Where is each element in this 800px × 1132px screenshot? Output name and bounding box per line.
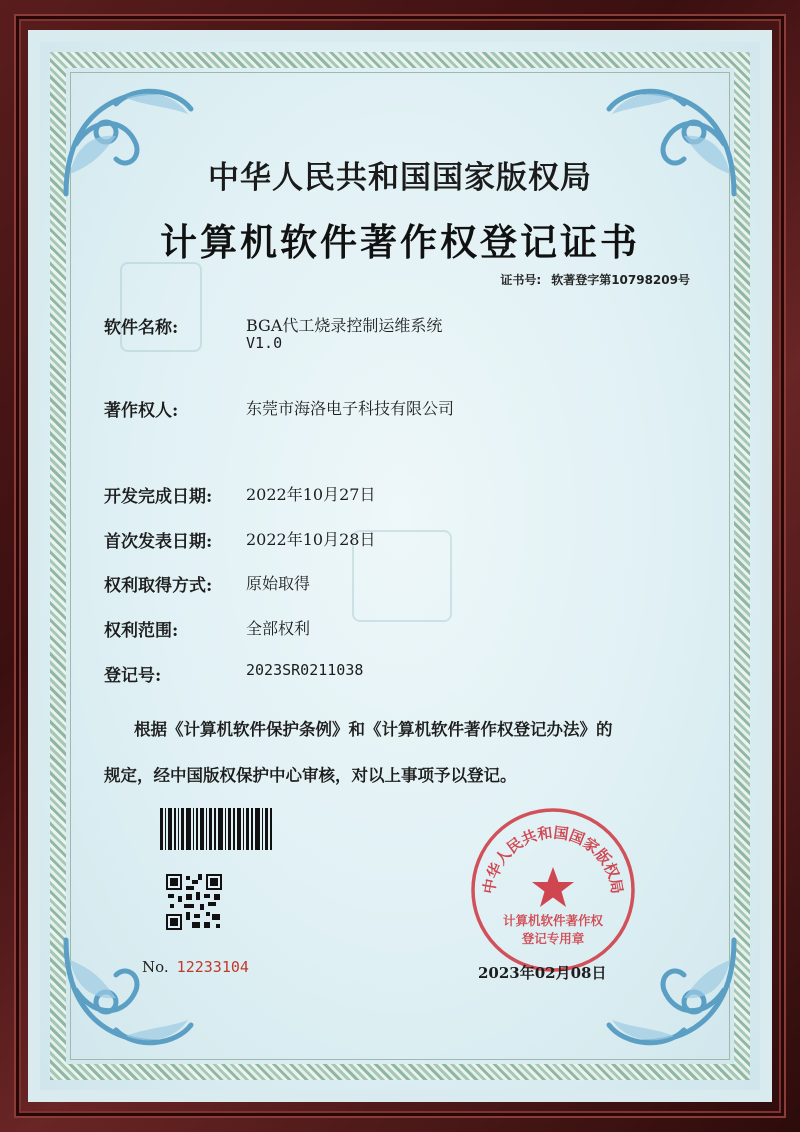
scope-value: 全部权利 xyxy=(246,619,311,638)
software-name-line2: V1.0 xyxy=(246,334,283,352)
legal-basis-line1: 根据《计算机软件保护条例》和《计算机软件著作权登记办法》的 xyxy=(134,720,613,739)
scope-label: 权利范围: xyxy=(104,621,179,641)
dev-date-value: 2022年10月27日 xyxy=(246,485,376,504)
owner-label: 著作权人: xyxy=(104,401,179,421)
serial-number-value: 12233104 xyxy=(176,958,249,976)
watermark-emblem-top xyxy=(120,262,202,352)
software-name-label: 软件名称: xyxy=(104,318,179,338)
issue-date: 2023年02月08日 xyxy=(478,964,607,982)
owner-value: 东莞市海洛电子科技有限公司 xyxy=(246,399,455,418)
certificate-title: 计算机软件著作权登记证书 xyxy=(160,220,640,264)
agency-title: 中华人民共和国国家版权局 xyxy=(208,160,592,196)
registration-value: 2023SR0211038 xyxy=(246,661,364,679)
pub-date-value: 2022年10月28日 xyxy=(246,530,376,549)
dev-date-label: 开发完成日期: xyxy=(104,487,213,507)
seal-inner-line2: 登记专用章 xyxy=(521,931,585,946)
cert-no-value: 软著登字第10798209号 xyxy=(551,273,690,287)
acquisition-label: 权利取得方式: xyxy=(104,576,213,596)
seal-inner-line1: 计算机软件著作权 xyxy=(502,913,603,928)
qr-code-icon xyxy=(166,874,222,930)
acquisition-value: 原始取得 xyxy=(246,574,311,593)
seal-star-icon xyxy=(532,867,574,907)
serial-number-label: No. xyxy=(142,958,169,976)
cert-no-label: 证书号: xyxy=(500,273,542,287)
barcode-icon xyxy=(160,808,272,850)
certificate-number xyxy=(500,271,690,288)
serial-number xyxy=(142,958,249,976)
seal-arc-text: 中华人民共和国国家版权局 xyxy=(479,823,627,896)
official-seal xyxy=(468,805,638,975)
software-name-line1: BGA代工烧录控制运维系统 xyxy=(246,316,443,335)
registration-label: 登记号: xyxy=(104,666,162,686)
corner-ornament-bottom-left xyxy=(56,930,206,1060)
pub-date-label: 首次发表日期: xyxy=(104,532,213,552)
legal-basis-line2: 规定，经中国版权保护中心审核，对以上事项予以登记。 xyxy=(104,766,517,785)
